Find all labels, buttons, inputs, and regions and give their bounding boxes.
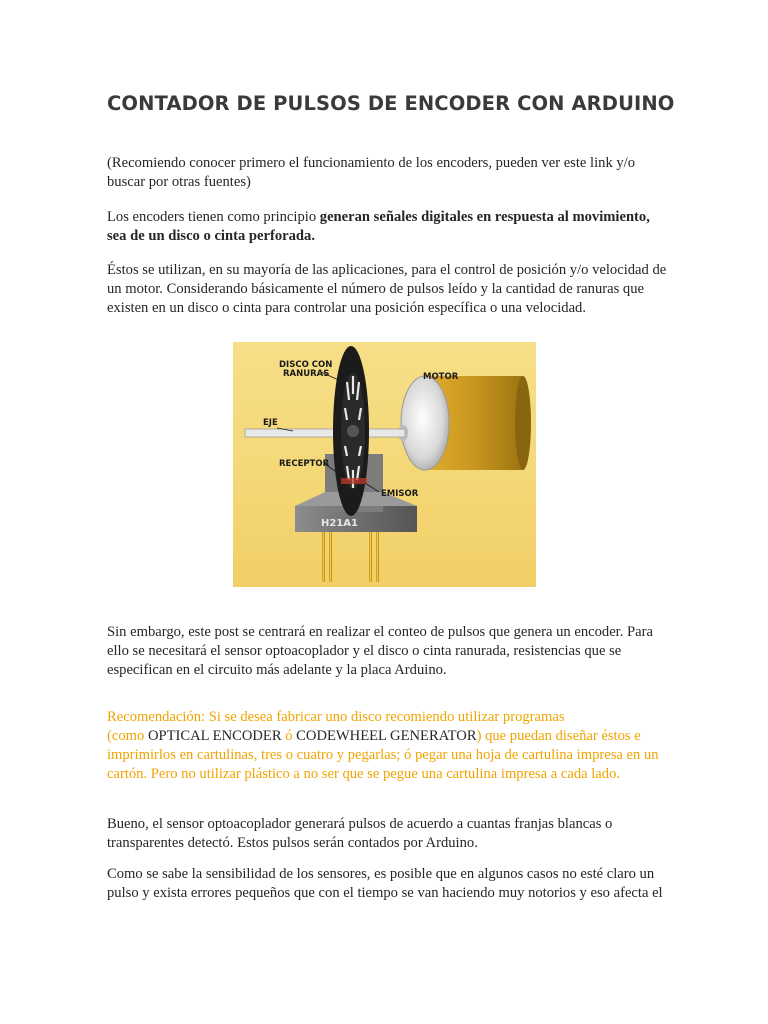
- pin-1: [322, 532, 325, 582]
- label-disk-2: RANURAS: [283, 369, 330, 379]
- scope-line-2: ello se necesitará el sensor optoacoplador y el disco o cinta ranurada, resistencias que se: [107, 643, 622, 659]
- disk-hub: [347, 425, 359, 437]
- principle-paragraph: [107, 208, 667, 246]
- scope-line-3: especifican en el circuito más adelante y la placa Arduino.: [107, 662, 447, 678]
- recommendation-line-4: cartón. Pero no utilizar plástico a no ser que se pegue una cartulina impresa a cada lado.: [107, 766, 621, 782]
- label-receiver: RECEPTOR: [279, 459, 330, 469]
- optical-encoder-link[interactable]: OPTICAL ENCODER: [147, 728, 282, 744]
- usage-line-2: un motor. Considerando básicamente el número de pulsos leído y la cantidad de ranuras que: [107, 281, 644, 297]
- intro-paragraph: [107, 154, 667, 192]
- shaft: [245, 429, 405, 437]
- motor-face: [401, 376, 449, 470]
- scope-line-1: Sin embargo, este post se centrará en realizar el conteo de pulsos que genera un encoder. Para: [107, 624, 653, 640]
- recommendation-paragraph: [107, 708, 667, 784]
- sensor-paragraph: [107, 815, 667, 853]
- label-shaft: EJE: [263, 418, 278, 428]
- motor-back: [515, 376, 531, 470]
- page-title: CONTADOR DE PULSOS DE ENCODER CON ARDUINO: [107, 92, 675, 115]
- encoder-diagram-image: [233, 342, 536, 587]
- sensitivity-paragraph: [107, 865, 667, 903]
- recommendation-line-2a: (como: [107, 728, 148, 744]
- sensor-line-1: Bueno, el sensor optoacoplador generará pulsos de acuerdo a cuantas franjas blancas o: [107, 816, 613, 832]
- encoder-illustration: [233, 342, 536, 587]
- sensitivity-line-1: Como se sabe la sensibilidad de los sensores, es posible que en algunos casos no esté claro un: [107, 866, 655, 882]
- pin-3: [369, 532, 372, 582]
- label-disk-1: DISCO CON: [279, 360, 333, 370]
- pin-2: [329, 532, 332, 582]
- principle-bold-1: generan señales digitales en respuesta al movimiento,: [319, 209, 650, 225]
- usage-line-1: Éstos se utilizan, en su mayoría de las aplicaciones, para el control de posición y/o velocidad de: [107, 262, 667, 278]
- recommendation-line-2c: ó: [281, 728, 297, 744]
- principle-text: Los encoders tienen como principio: [107, 209, 320, 225]
- label-emitter: EMISOR: [381, 489, 419, 499]
- recommendation-line-3: imprimirlos en cartulinas, tres o cuatro y pegarlas; ó pegar una hoja de cartulina impresa en un: [107, 747, 659, 763]
- recommendation-line-1: Recomendación: Si se desea fabricar uno disco recomiendo utilizar programas: [107, 709, 565, 725]
- usage-paragraph: [107, 261, 667, 318]
- sensitivity-line-2: pulso y exista errores pequeños que con el tiempo se van haciendo muy notorios y eso afecta el: [107, 885, 663, 901]
- sensor-beam: [341, 478, 367, 484]
- label-motor: MOTOR: [423, 372, 459, 382]
- recommendation-line-2e: ) que puedan diseñar éstos e: [476, 728, 641, 744]
- usage-line-3: existen en un disco o cinta para controlar una posición específica o una velocidad.: [107, 300, 586, 316]
- codewheel-generator-link[interactable]: CODEWHEEL GENERATOR: [296, 728, 477, 744]
- sensor-model-label: H21A1: [321, 518, 358, 529]
- sensor-line-2: transparentes detectó. Estos pulsos serán contados por Arduino.: [107, 835, 478, 851]
- scope-paragraph: [107, 623, 667, 680]
- intro-line-1: (Recomiendo conocer primero el funcionamiento de los encoders, pueden ver este link y/o: [107, 155, 636, 171]
- principle-bold-2: sea de un disco o cinta perforada.: [107, 228, 315, 244]
- intro-line-2: buscar por otras fuentes): [107, 174, 251, 190]
- pin-4: [376, 532, 379, 582]
